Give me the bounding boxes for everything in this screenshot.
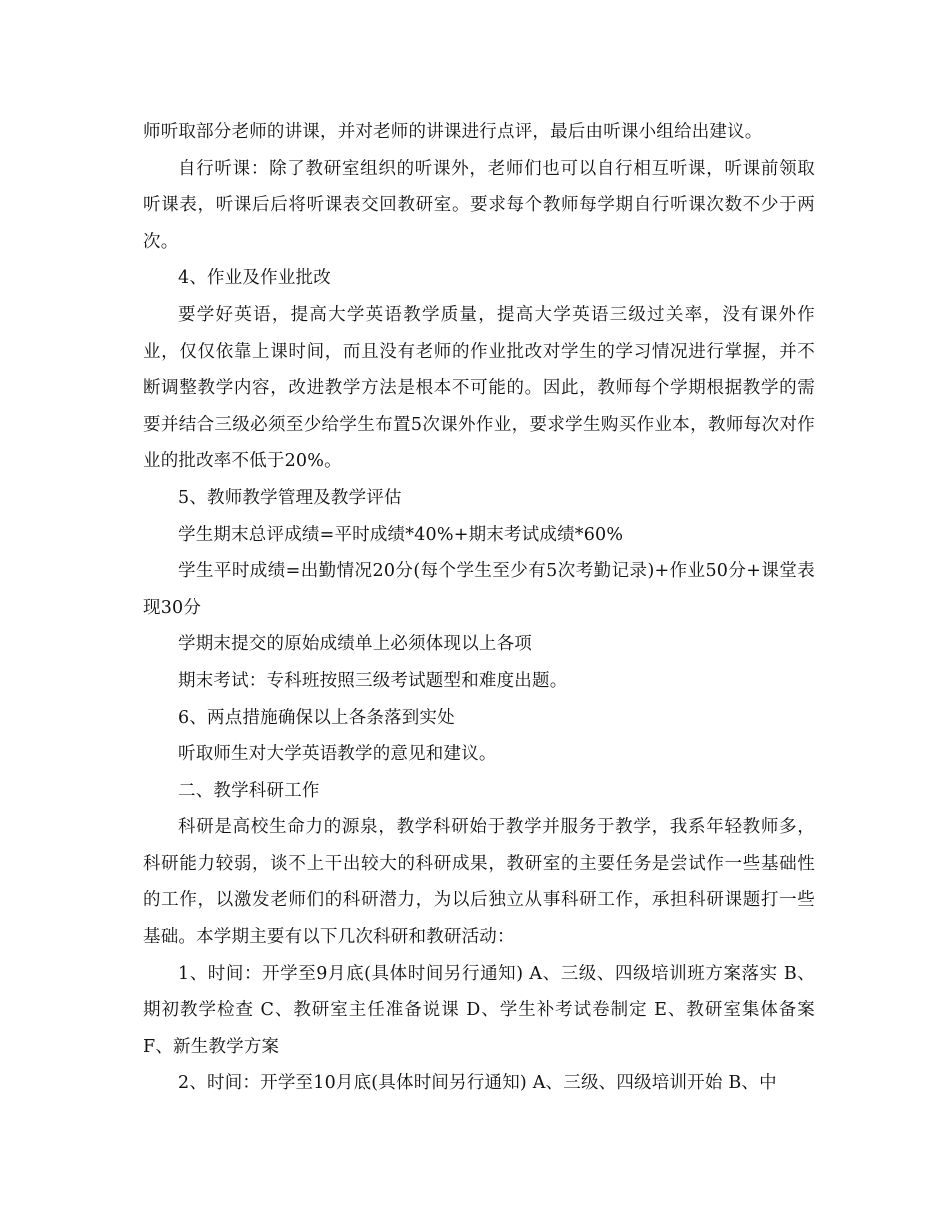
- heading-two-measures: 6、两点措施确保以上各条落到实处: [178, 707, 455, 728]
- heading-homework: 4、作业及作业批改: [178, 268, 331, 289]
- paragraph-final-exam: 期末考试：专科班按照三级考试题型和难度出题。: [178, 670, 568, 691]
- paragraph-homework: 要学好英语，提高大学英语教学质量，提高大学英语三级过关率，没有课外作业，仅仅依靠上课时间，而且没有老师的作业批改对学生的学习情况进行掌握，并不断调整教学内容，改进教学方法是根本不可能的。因此，教师每个学期根据教学的需要并结合三级必须至少给学生布置5次课外作业，要求学生购买作业本，教师每次对作业的批改率不低于20%。: [143, 304, 815, 472]
- heading-teaching-management: 5、教师教学管理及教学评估: [178, 487, 402, 508]
- paragraph-final-grade-formula: 学生期末总评成绩=平时成绩*40%+期末考试成绩*60%: [178, 524, 624, 545]
- document-body: [143, 114, 815, 1102]
- paragraph-regular-grade-formula: 学生平时成绩=出勤情况20分(每个学生至少有5次考勤记录)+作业50分+课堂表现30分: [143, 561, 815, 618]
- paragraph-research: 科研是高校生命力的源泉，教学科研始于教学并服务于教学，我系年轻教师多，科研能力较弱，谈不上干出较大的科研成果，教研室的主要任务是尝试作一些基础性的工作，以激发老师们的科研潜力，为以后独立从事科研工作，承担科研课题打一些基础。本学期主要有以下几次科研和教研活动：: [143, 817, 815, 948]
- paragraph-self-observation: 自行听课：除了教研室组织的听课外，老师们也可以自行相互听课，听课前领取听课表，听课后后将听课表交回教研室。要求每个教师每学期自行听课次数不少于两次。: [143, 158, 815, 252]
- paragraph-grade-sheet: 学期末提交的原始成绩单上必须体现以上各项: [178, 634, 532, 655]
- paragraph-schedule-october: 2、时间：开学至10月底(具体时间另行通知) A、三级、四级培训开始 B、中: [178, 1073, 777, 1094]
- paragraph-feedback: 听取师生对大学英语教学的意见和建议。: [178, 744, 497, 765]
- paragraph-schedule-september: 1、时间：开学至9月底(具体时间另行通知) A、三级、四级培训班方案落实 B、期初教学检查 C、教研室主任准备说课 D、学生补考试卷制定 E、教研室集体备案 F、新生教学方案: [143, 963, 815, 1057]
- heading-research-work: 二、教学科研工作: [178, 780, 320, 801]
- paragraph-continuation: 师听取部分老师的讲课，并对老师的讲课进行点评，最后由听课小组给出建议。: [143, 122, 763, 142]
